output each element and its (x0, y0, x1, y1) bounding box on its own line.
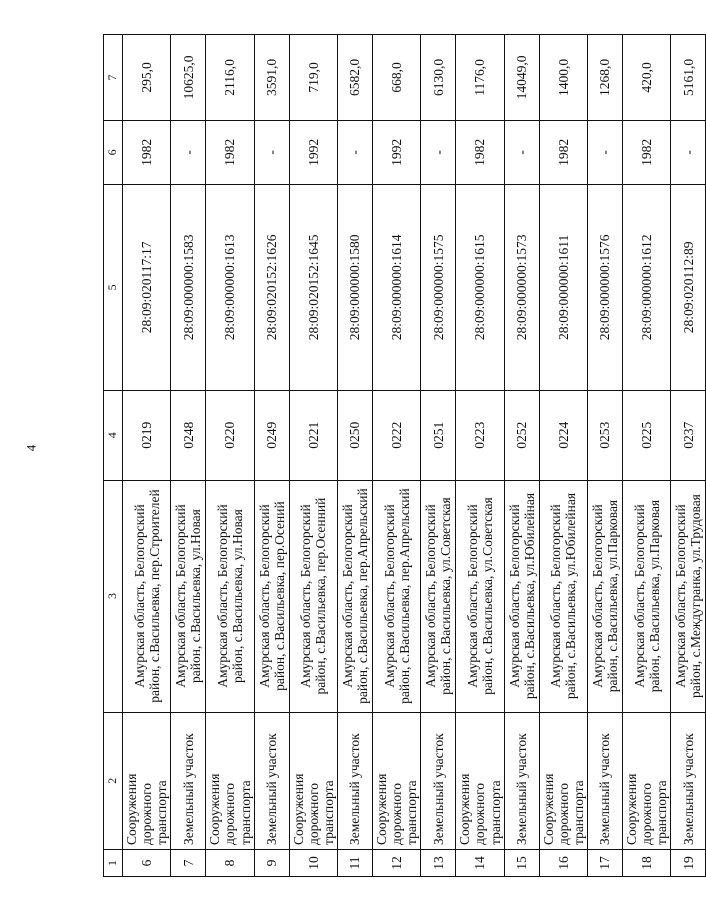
value-cell: 2116,0 (206, 35, 254, 121)
table-row (289, 35, 337, 877)
year-cell: - (337, 120, 372, 184)
address-cell: Амурская область, Белогорский район, с.Васильевка, ул.Советская (421, 480, 456, 712)
value-cell: 668,0 (372, 35, 420, 121)
code-cell: 0224 (539, 390, 587, 480)
year-cell: - (421, 120, 456, 184)
value-cell: 719,0 (289, 35, 337, 121)
value-cell: 14049,0 (504, 35, 539, 121)
row-number-cell: 15 (504, 850, 539, 877)
object-type-cell: Сооружения дорожного транспорта (206, 712, 254, 849)
object-type-cell: Земельный участок (587, 712, 622, 849)
table-row (539, 35, 587, 877)
code-cell: 0248 (171, 390, 206, 480)
object-type-cell: Земельный участок (671, 712, 706, 849)
value-cell: 10625,0 (171, 35, 206, 121)
code-cell: 0219 (123, 390, 171, 480)
cadastral-number-cell: 28:09:000000:1614 (372, 184, 420, 390)
year-cell: - (171, 120, 206, 184)
address-cell: Амурская область, Белогорский район, с.Васильевка, ул.Советская (456, 480, 504, 712)
address-cell: Амурская область, Белогорский район, с.Васильевка, ул.Юбилейная (539, 480, 587, 712)
address-cell: Амурская область, Белогорский район, с.Васильевка, ул.Парковая (622, 480, 670, 712)
row-number-cell: 13 (421, 850, 456, 877)
row-number-cell: 19 (671, 850, 706, 877)
code-cell: 0249 (254, 390, 289, 480)
address-cell: Амурская область, Белогорский район, с.Васильевка, пер.Апрельский (337, 480, 372, 712)
row-number-cell: 6 (123, 850, 171, 877)
object-type-cell: Сооружения дорожного транспорта (123, 712, 171, 849)
code-cell: 0251 (421, 390, 456, 480)
header-cell: 2 (104, 712, 123, 849)
year-cell: 1982 (456, 120, 504, 184)
value-cell: 420,0 (622, 35, 670, 121)
year-cell: - (671, 120, 706, 184)
address-cell: Амурская область, Белогорский район, с.Васильевка, пер.Апрельский (372, 480, 420, 712)
cadastral-number-cell: 28:09:020112:89 (671, 184, 706, 390)
cadastral-number-cell: 28:09:000000:1575 (421, 184, 456, 390)
row-number-cell: 16 (539, 850, 587, 877)
year-cell: 1982 (622, 120, 670, 184)
address-cell: Амурская область, Белогорский район, с.Междугранка, ул.Трудовая (671, 480, 706, 712)
value-cell: 5161,0 (671, 35, 706, 121)
page-number: 4 (23, 444, 39, 452)
row-number-cell: 10 (289, 850, 337, 877)
address-cell: Амурская область, Белогорский район, с.Васильевка, ул.Парковая (587, 480, 622, 712)
row-number-cell: 11 (337, 850, 372, 877)
cadastral-number-cell: 28:09:000000:1576 (587, 184, 622, 390)
cadastral-number-cell: 28:09:000000:1615 (456, 184, 504, 390)
header-cell: 3 (104, 480, 123, 712)
object-type-cell: Сооружения дорожного транспорта (372, 712, 420, 849)
object-type-cell: Сооружения дорожного транспорта (456, 712, 504, 849)
table-row (337, 35, 372, 877)
code-cell: 0222 (372, 390, 420, 480)
cadastral-number-cell: 28:09:000000:1573 (504, 184, 539, 390)
value-cell: 1268,0 (587, 35, 622, 121)
header-cell: 5 (104, 184, 123, 390)
code-cell: 0253 (587, 390, 622, 480)
header-cell: 6 (104, 120, 123, 184)
address-cell: Амурская область, Белогорский район, с.Васильевка, пер.Осений (254, 480, 289, 712)
year-cell: - (504, 120, 539, 184)
object-type-cell: Земельный участок (337, 712, 372, 849)
table-row (254, 35, 289, 877)
cadastral-number-cell: 28:09:000000:1612 (622, 184, 670, 390)
header-cell: 4 (104, 390, 123, 480)
table-row (671, 35, 706, 877)
cadastral-number-cell: 28:09:000000:1583 (171, 184, 206, 390)
address-cell: Амурская область, Белогорский район, с.Васильевка, пер.Осенний (289, 480, 337, 712)
row-number-cell: 7 (171, 850, 206, 877)
cadastral-number-cell: 28:09:000000:1580 (337, 184, 372, 390)
code-cell: 0220 (206, 390, 254, 480)
object-type-cell: Сооружения дорожного транспорта (622, 712, 670, 849)
cadastral-number-cell: 28:09:020152:1645 (289, 184, 337, 390)
header-cell: 1 (104, 850, 123, 877)
year-cell: - (254, 120, 289, 184)
year-cell: 1992 (372, 120, 420, 184)
object-type-cell: Земельный участок (504, 712, 539, 849)
cadastral-number-cell: 28:09:000000:1611 (539, 184, 587, 390)
code-cell: 0250 (337, 390, 372, 480)
cadastral-number-cell: 28:09:020117:17 (123, 184, 171, 390)
object-type-cell: Земельный участок (171, 712, 206, 849)
table-row (123, 35, 171, 877)
row-number-cell: 9 (254, 850, 289, 877)
row-number-cell: 8 (206, 850, 254, 877)
year-cell: 1982 (206, 120, 254, 184)
object-type-cell: Сооружения дорожного транспорта (289, 712, 337, 849)
value-cell: 3591,0 (254, 35, 289, 121)
row-number-cell: 14 (456, 850, 504, 877)
code-cell: 0252 (504, 390, 539, 480)
table-row (421, 35, 456, 877)
row-number-cell: 12 (372, 850, 420, 877)
object-type-cell: Сооружения дорожного транспорта (539, 712, 587, 849)
address-cell: Амурская область, Белогорский район, с.Васильевка, ул.Новая (171, 480, 206, 712)
year-cell: - (587, 120, 622, 184)
header-cell: 7 (104, 35, 123, 121)
table-row (587, 35, 622, 877)
header-row (104, 35, 123, 877)
table-row (622, 35, 670, 877)
code-cell: 0221 (289, 390, 337, 480)
value-cell: 1400,0 (539, 35, 587, 121)
row-number-cell: 18 (622, 850, 670, 877)
cadastral-number-cell: 28:09:000000:1613 (206, 184, 254, 390)
year-cell: 1982 (539, 120, 587, 184)
rotated-table-container (103, 34, 704, 877)
value-cell: 6130,0 (421, 35, 456, 121)
address-cell: Амурская область, Белогорский район, с.Васильевка, пер.Строителей (123, 480, 171, 712)
value-cell: 6582,0 (337, 35, 372, 121)
year-cell: 1982 (123, 120, 171, 184)
code-cell: 0237 (671, 390, 706, 480)
table-row (372, 35, 420, 877)
code-cell: 0225 (622, 390, 670, 480)
table-row (206, 35, 254, 877)
property-table (103, 34, 706, 877)
value-cell: 295,0 (123, 35, 171, 121)
table-row (456, 35, 504, 877)
row-number-cell: 17 (587, 850, 622, 877)
value-cell: 1176,0 (456, 35, 504, 121)
table-row (504, 35, 539, 877)
object-type-cell: Земельный участок (421, 712, 456, 849)
table-row (171, 35, 206, 877)
address-cell: Амурская область, Белогорский район, с.Васильевка, ул.Новая (206, 480, 254, 712)
year-cell: 1992 (289, 120, 337, 184)
cadastral-number-cell: 28:09:020152:1626 (254, 184, 289, 390)
object-type-cell: Земельный участок (254, 712, 289, 849)
address-cell: Амурская область, Белогорский район, с.Васильевка, ул.Юбилейная (504, 480, 539, 712)
code-cell: 0223 (456, 390, 504, 480)
